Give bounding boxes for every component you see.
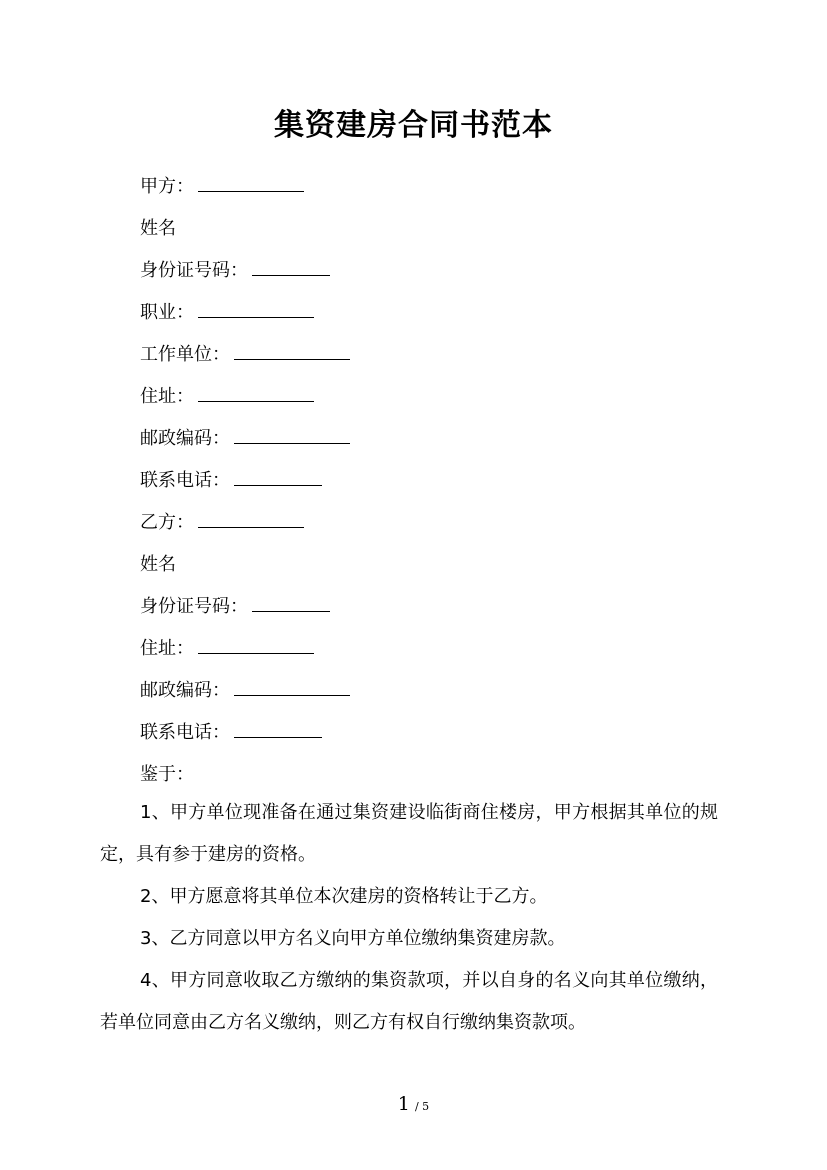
field-label: 乙方： (140, 512, 194, 533)
field-label: 甲方： (140, 176, 194, 197)
field-label: 身份证号码： (140, 596, 248, 617)
field-row (140, 544, 350, 586)
page-number (0, 1093, 827, 1115)
document-title: 集资建房合同书范本 (274, 108, 553, 143)
field-label: 联系电话： (140, 470, 230, 491)
field-label: 工作单位： (140, 344, 230, 365)
field-row (140, 712, 350, 754)
field-row (140, 292, 350, 334)
page-total: / 5 (414, 1100, 430, 1113)
field-row (140, 586, 350, 628)
blank-fill-line (198, 299, 314, 318)
blank-fill-line (234, 467, 322, 486)
field-row (140, 754, 350, 796)
blank-fill-line (198, 383, 314, 402)
blank-fill-line (234, 425, 350, 444)
recital-paragraph: 2、甲方愿意将其单位本次建房的资格转让于乙方。 (140, 886, 548, 907)
field-row (140, 166, 350, 208)
blank-fill-line (252, 257, 330, 276)
field-row (140, 376, 350, 418)
field-row (140, 250, 350, 292)
field-label: 职业： (140, 302, 194, 323)
field-label: 姓名 (140, 554, 176, 575)
field-row (140, 502, 350, 544)
field-label: 鉴于： (140, 764, 194, 785)
blank-fill-line (234, 341, 350, 360)
field-label: 邮政编码： (140, 428, 230, 449)
field-row (140, 208, 350, 250)
recital-paragraph: 1、甲方单位现准备在通过集资建设临街商住楼房，甲方根据其单位的规定，具有参于建房的资格。 (100, 802, 718, 865)
field-label: 邮政编码： (140, 680, 230, 701)
recitals (100, 792, 718, 1044)
recital-paragraph: 4、甲方同意收取乙方缴纳的集资款项，并以自身的名义向其单位缴纳，若单位同意由乙方名义缴纳，则乙方有权自行缴纳集资款项。 (100, 970, 718, 1033)
blank-fill-line (198, 635, 314, 654)
field-label: 住址： (140, 386, 194, 407)
field-label: 住址： (140, 638, 194, 659)
blank-fill-line (234, 719, 322, 738)
recital-paragraph: 3、乙方同意以甲方名义向甲方单位缴纳集资建房款。 (140, 928, 566, 949)
field-row (140, 670, 350, 712)
page-current: 1 (397, 1093, 410, 1115)
blank-fill-line (252, 593, 330, 612)
field-label: 身份证号码： (140, 260, 248, 281)
field-row (140, 628, 350, 670)
blank-fill-line (198, 173, 304, 192)
field-label: 联系电话： (140, 722, 230, 743)
party-fields (140, 166, 350, 796)
field-row (140, 334, 350, 376)
blank-fill-line (198, 509, 304, 528)
field-row (140, 460, 350, 502)
field-row (140, 418, 350, 460)
field-label: 姓名 (140, 218, 176, 239)
blank-fill-line (234, 677, 350, 696)
